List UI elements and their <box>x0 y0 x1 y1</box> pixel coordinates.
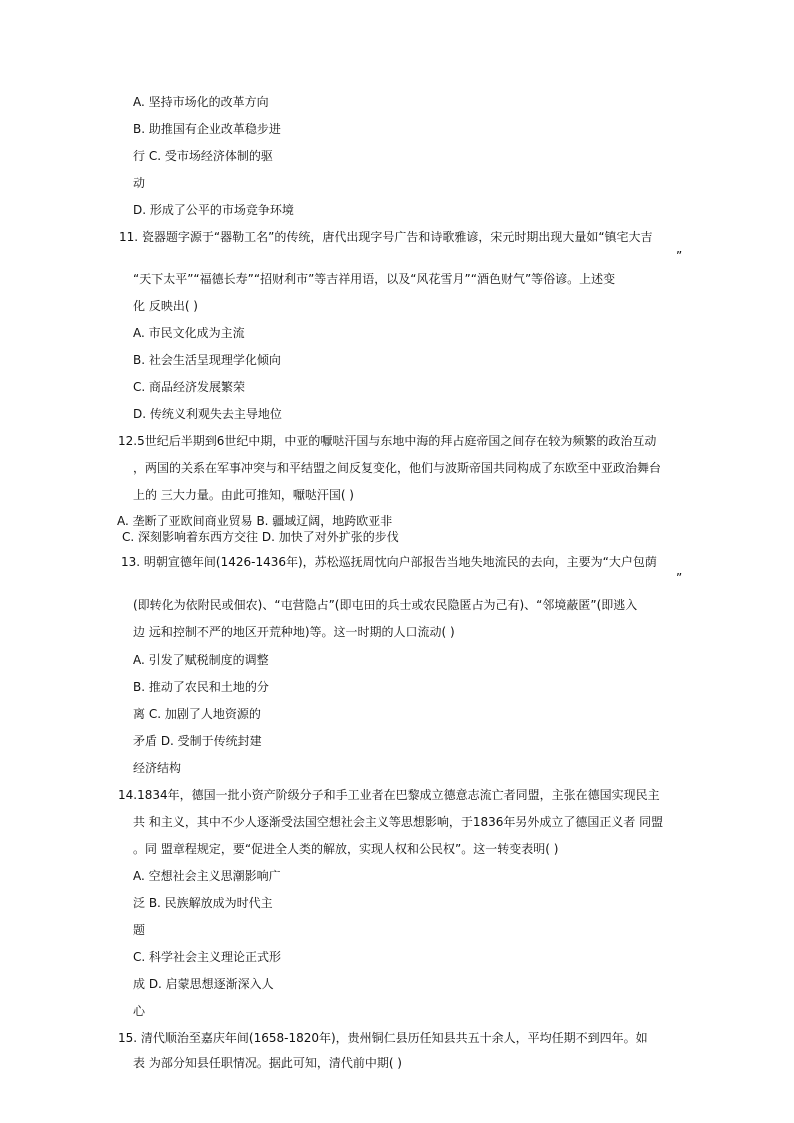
q12-stem-line-1: 12.5世纪后半期到6世纪中期，中亚的嚈哒汗国与东地中海的拜占庭帝国之间存在较为频繁的政治互动 <box>118 434 657 448</box>
q11-stem-line-3: 化 反映出( ) <box>133 299 198 313</box>
q13-stem-line-3: 边 远和控制不严的地区开荒种地)等。这一时期的人口流动( ) <box>133 625 455 639</box>
q11-option-d: D. 传统义利观失去主导地位 <box>133 407 282 421</box>
q13-stem-line-1: 13. 明朝宣德年间(1426-1436年)，苏松巡抚周忱向户部报告当地失地流民的去向，主要为“大户包荫 <box>121 555 657 569</box>
q14-stem-line-1: 14.1834年，德国一批小资产阶级分子和手工业者在巴黎成立德意志流亡者同盟，主张在德国实现民主 <box>118 788 660 802</box>
q13-option-a: A. 引发了赋税制度的调整 <box>133 653 269 667</box>
q10-option-a: A. 坚持市场化的改革方向 <box>133 95 269 109</box>
q12-stem-line-2: ，两国的关系在军事冲突与和平结盟之间反复变化，他们与波斯帝国共同构成了东欧至中亚政治舞台 <box>133 461 662 475</box>
q12-stem-line-3: 上的 三大力量。由此可推知，嚈哒汗国( ) <box>133 488 354 502</box>
q14-option-b-tail: 题 <box>133 923 146 937</box>
q11-stem-line-1: 11. 瓷器题字源于“器勒工名”的传统，唐代出现字号广告和诗歌雅谚，宋元时期出现大量如“镇宅大吉 <box>119 230 653 244</box>
q11-stem-line-2: “天下太平”“福德长寿”“招财利市”等吉祥用语，以及“风花雪月”“酒色财气”等俗谚。上述变 <box>133 272 616 286</box>
q14-stem-line-2: 共 和主义，其中不少人逐渐受法国空想社会主义等思想影响，于1836年另外成立了德国正义者 同盟 <box>133 815 664 829</box>
q13-option-c-d: 矛盾 D. 受制于传统封建 <box>133 734 262 748</box>
q11-option-a: A. 市民文化成为主流 <box>133 326 245 340</box>
q11-option-c: C. 商品经济发展繁荣 <box>133 380 246 394</box>
q13-option-b: B. 推动了农民和土地的分 <box>133 680 269 694</box>
q10-option-c-tail: 动 <box>133 176 146 190</box>
q14-option-a: A. 空想社会主义思潮影响广 <box>133 869 281 883</box>
q14-option-a-b: 泛 B. 民族解放成为时代主 <box>133 896 273 910</box>
q14-option-d-tail: 心 <box>133 1004 146 1018</box>
q11-stem-close-quote: ” <box>676 249 683 263</box>
q14-stem-line-3: 。同 盟章程规定，要“促进全人类的解放，实现人权和公民权”。这一转变表明( ) <box>133 842 559 856</box>
q15-stem-line-2: 表 为部分知县任职情况。据此可知，清代前中期( ) <box>133 1056 402 1070</box>
q13-option-d-tail: 经济结构 <box>133 761 182 775</box>
q10-option-d: D. 形成了公平的市场竞争环境 <box>133 203 294 217</box>
q13-stem-close-quote: ” <box>676 571 683 585</box>
q14-option-c: C. 科学社会主义理论正式形 <box>133 950 282 964</box>
q15-stem-line-1: 15. 清代顺治至嘉庆年间(1658-1820年)，贵州铜仁县历任知县共五十余人，平均任期不到四年。如 <box>118 1031 648 1045</box>
q12-options-cd: C. 深刻影响着东西方交往 D. 加快了对外扩张的步伐 <box>122 530 399 544</box>
q10-option-b-c: 行 C. 受市场经济体制的驱 <box>133 149 273 163</box>
q13-stem-line-2: (即转化为依附民或佃农)、“屯营隐占”(即屯田的兵士或农民隐匿占为己有)、“邻境蔽匿”(即逃入 <box>133 598 638 612</box>
q10-option-b: B. 助推国有企业改革稳步进 <box>133 122 281 136</box>
q11-option-b: B. 社会生活呈现理学化倾向 <box>133 353 281 367</box>
q13-option-b-c: 离 C. 加剧了人地资源的 <box>133 707 261 721</box>
q14-option-c-d: 成 D. 启蒙思想逐渐深入人 <box>133 977 274 991</box>
q12-options-ab: A. 垄断了亚欧间商业贸易 B. 疆域辽阔，地跨欧亚非 <box>117 514 393 528</box>
